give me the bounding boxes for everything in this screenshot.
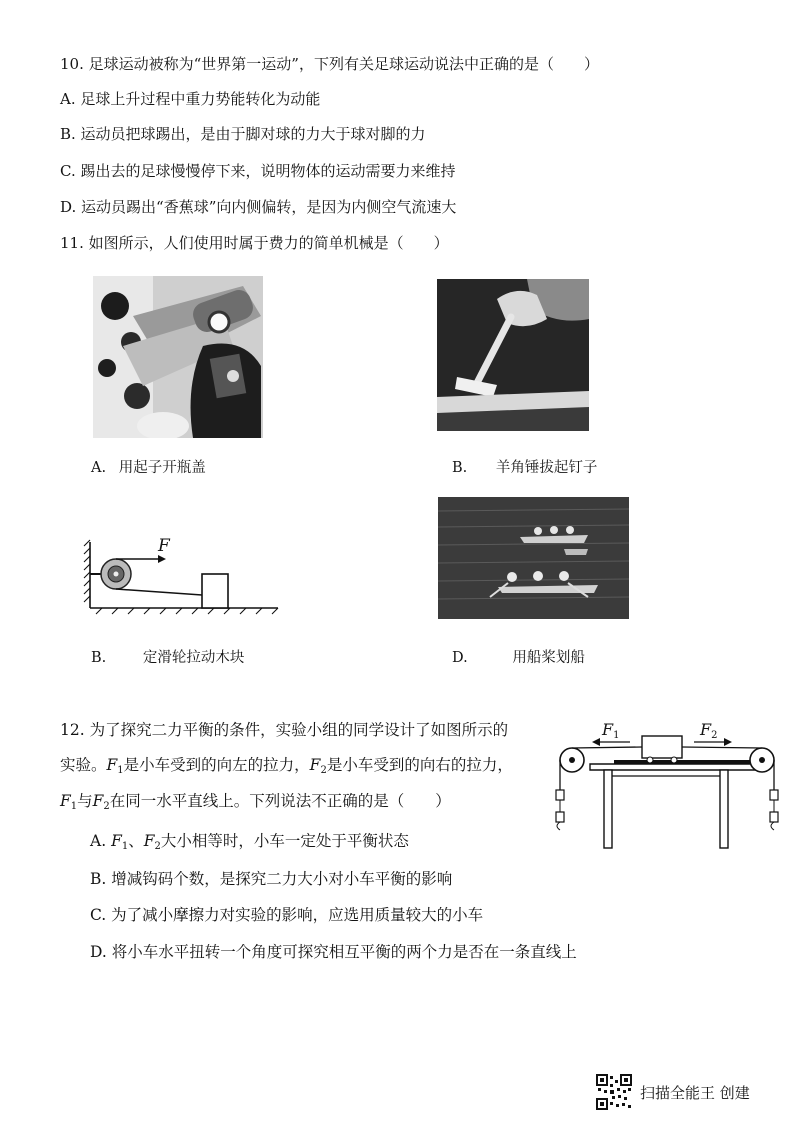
bottle-opener-photo [93,276,263,438]
choice-letter: A. [91,460,107,476]
diagram-f1-label [602,720,619,741]
two-force-balance-diagram [550,720,784,850]
q11-choice-b [452,456,597,477]
qr-code-icon [596,1074,632,1110]
force-symbol: F [143,832,155,850]
choice-text: 用船桨划船 [512,650,585,666]
q12-option-b: B. 增减钩码个数，是探究二力大小对小车平衡的影响 [90,870,453,888]
diagram-f2-label [700,720,717,741]
subscript: 2 [320,765,327,776]
q12-option-c: C. 为了减小摩擦力对实验的影响，应选用质量较大的小车 [90,906,484,924]
force-symbol: F [111,832,122,850]
q11-choice-c [91,646,244,667]
q10-option-a: A. 足球上升过程中重力势能转化为动能 [60,90,321,108]
text-run: 实验。 [60,756,107,774]
choice-letter: B. [91,650,107,666]
text-run: 与 [77,792,93,810]
subscript: 1 [117,765,124,776]
q12-stem-line1: 12. 为了探究二力平衡的条件，实验小组的同学设计了如图所示的 [60,721,509,739]
force-symbol: F [92,792,104,810]
text-run: 在同一水平直线上。下列说法不正确的是（ ） [109,792,451,810]
text-run: 、 [128,832,144,850]
force-symbol: F [60,792,71,810]
q12-option-d: D. 将小车水平扭转一个角度可探究相互平衡的两个力是否在一条直线上 [90,943,577,961]
force-symbol: F [602,720,614,739]
subscript: 2 [154,841,161,852]
subscript: 1 [121,841,129,852]
q10-stem: 10. 足球运动被称为“世界第一运动”，下列有关足球运动说法中正确的是（ ） [60,55,599,73]
choice-text: 羊角锤拔起钉子 [495,460,598,476]
force-symbol: F [700,720,712,739]
text-run: 是小车受到的向左的拉力， [123,756,310,774]
force-label-f: F [158,536,170,556]
subscript: 2 [711,730,718,741]
text-run: 大小相等时，小车一定处于平衡状态 [160,832,409,850]
q10-option-b: B. 运动员把球踢出，是由于脚对球的力大于球对脚的力 [60,125,426,143]
force-symbol: F [309,756,321,774]
rowing-boats-photo [438,497,629,619]
subscript: 1 [613,730,620,741]
q11-choice-a [91,456,206,477]
q10-option-c: C. 踢出去的足球慢慢停下来，说明物体的运动需要力来维持 [60,162,456,180]
text-run: 是小车受到的向右的拉力， [326,756,513,774]
claw-hammer-photo [437,279,589,431]
choice-text: 定滑轮拉动木块 [142,650,245,666]
q12-stem-line3 [60,791,451,817]
subscript: 2 [103,801,110,812]
choice-letter: D. [452,650,468,666]
q11-choice-d [452,646,585,667]
subscript: 1 [70,801,78,812]
watermark-label: 扫描全能王 创建 [640,1084,750,1102]
q12-stem-line2 [60,755,513,781]
force-symbol: F [106,756,118,774]
choice-text: 用起子开瓶盖 [118,460,206,476]
q10-option-d: D. 运动员踢出“香蕉球”向内侧偏转，是因为内侧空气流速大 [60,198,457,216]
q12-option-a [90,831,409,857]
fixed-pulley-diagram [82,536,282,618]
scanner-watermark [596,1074,786,1110]
choice-letter: B. [452,460,468,476]
q11-stem: 11. 如图所示，人们使用时属于费力的简单机械是（ ） [60,234,449,252]
text-run: A. [90,832,112,850]
